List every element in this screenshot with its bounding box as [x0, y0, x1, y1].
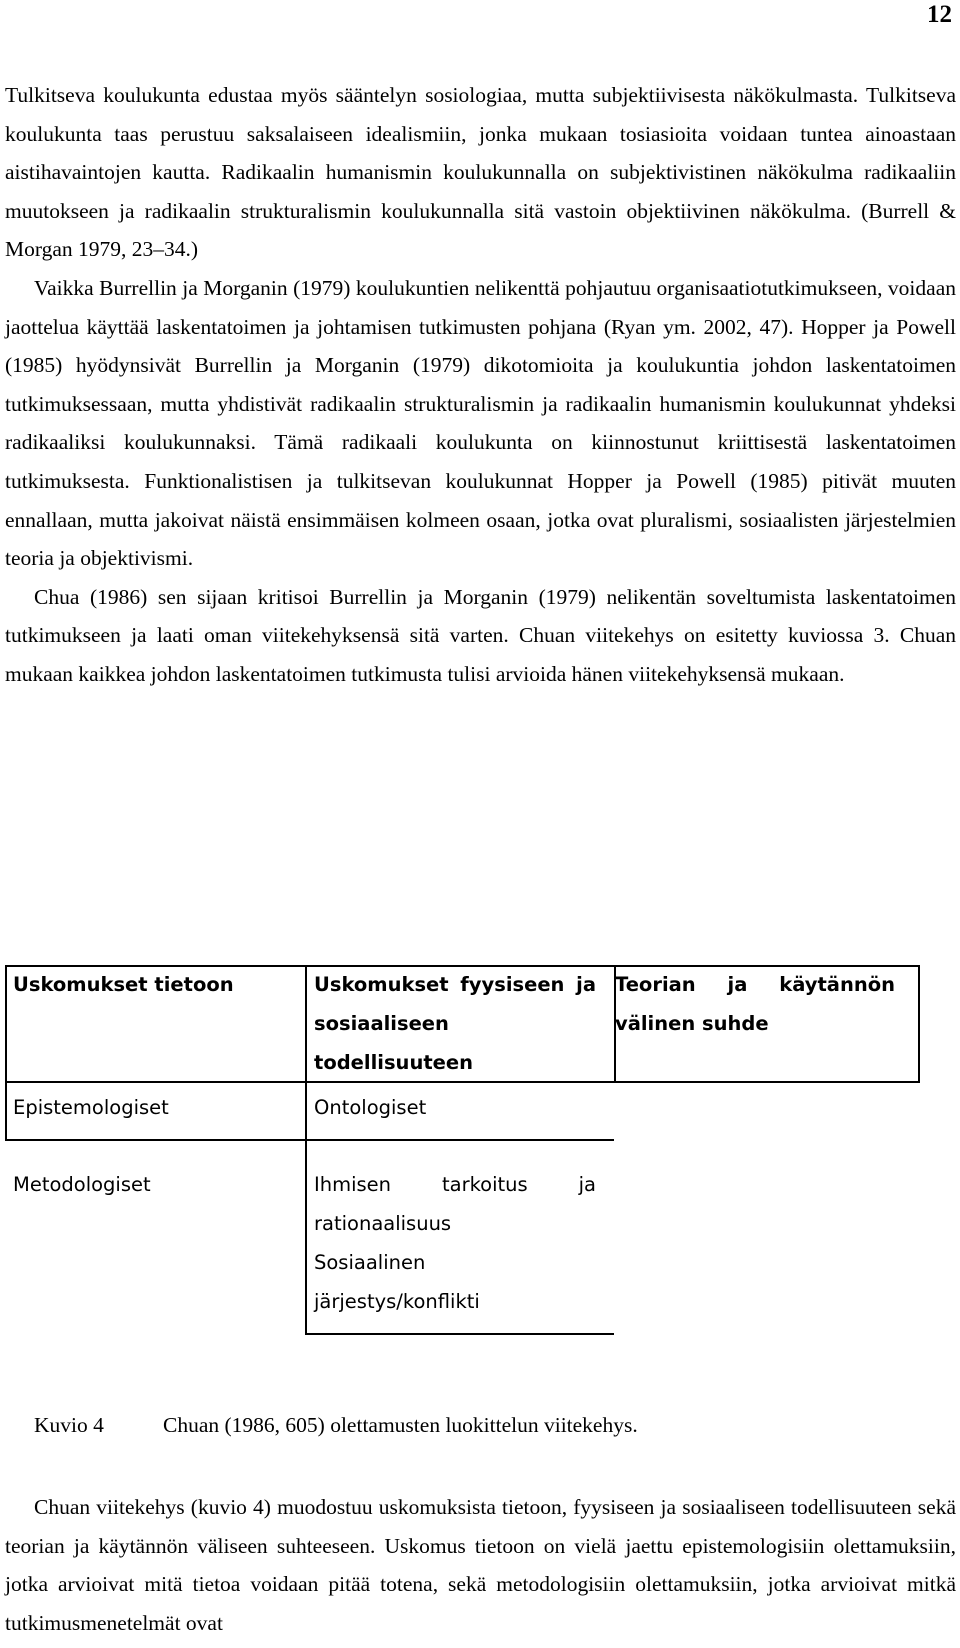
figure-border-right [918, 965, 920, 1083]
paragraph: Tulkitseva koulukunta edustaa myös sääntelyn sosiologiaa, mutta subjektiivisesta näkökulmasta. Tulkitseva koulukunta taas perustuu saksalaiseen idealismiin, jonka mukaan tosiasioita voidaan tuntea ainoastaan aistihavaintojen kautta. Radikaalin humanismin koulukunnalla on subjektivistinen näkökulma radikaaliin muutokseen ja radikaalin strukturalismin koulukunnalla sitä vastoin objektiivinen näkökulma. (Burrell & Morgan 1979, 23–34.) [5, 83, 956, 262]
cell-ontologiset: Ontologiset [314, 1096, 427, 1119]
caption-label: Kuvio 4 [34, 1413, 104, 1437]
body-text-bottom [5, 1488, 956, 1642]
figure-rule-row1 [5, 1139, 614, 1141]
cell-sosiaalinen-jarjestys: Sosiaalinen järjestys/konflikti [314, 1251, 480, 1313]
cell-ihmisen-tarkoitus: Ihmisen tarkoitus ja rationaalisuus [314, 1173, 596, 1235]
figure-border-left [5, 965, 7, 1141]
caption-text: Chuan (1986, 605) olettamusten luokittelun viitekehys. [163, 1413, 638, 1437]
header-beliefs-knowledge: Uskomukset tietoon [13, 973, 234, 996]
figure-rule-bottom [305, 1333, 614, 1335]
page-number: 12 [927, 1, 952, 28]
cell-metodologiset: Metodologiset [13, 1173, 151, 1196]
figure-divider-1 [305, 965, 307, 1335]
framework-figure [0, 965, 960, 1335]
cell-epistemologiset: Epistemologiset [13, 1096, 169, 1119]
body-text-top [5, 76, 956, 694]
header-beliefs-reality: Uskomukset fyysiseen ja sosiaaliseen todellisuuteen [314, 973, 596, 1074]
header-theory-practice: Teorian ja käytännön välinen suhde [615, 973, 895, 1035]
paragraph: Chuan viitekehys (kuvio 4) muodostuu uskomuksista tietoon, fyysiseen ja sosiaaliseen todellisuuteen sekä teorian ja käytännön väliseen suhteeseen. Uskomus tietoon on vielä jaettu epistemologisiin olettamuksiin, jotka arvioivat mitä tietoa voidaan pitää totena, sekä metodologisiin olettamuksiin, jotka arvioivat mitkä tutkimusmenetelmät ovat [5, 1495, 956, 1635]
paragraph: Chua (1986) sen sijaan kritisoi Burrellin ja Morganin (1979) nelikentän soveltumista laskentatoimen tutkimukseen ja laati oman viitekehyksensä sitä varten. Chuan viitekehys on esitetty kuviossa 3. Chuan mukaan kaikkea johdon laskentatoimen tutkimusta tulisi arvioida hänen viitekehyksensä mukaan. [5, 584, 956, 686]
figure-caption [34, 1410, 638, 1440]
paragraph: Vaikka Burrellin ja Morganin (1979) koulukuntien nelikenttä pohjautuu organisaatiotutkimukseen, voidaan jaottelua käyttää laskentatoimen ja johtamisen tutkimusten pohjana (Ryan ym. 2002, 47). Hopper ja Powell (1985) hyödynsivät Burrellin ja Morganin (1979) dikotomioita ja koulukuntia johdon laskentatoimen tutkimuksessaan, mutta yhdistivät radikaalin strukturalismin ja radikaalin humanismin koulukunnat yhdeksi radikaaliksi koulukunnaksi. Tämä radikaali koulukunta on kiinnostunut kriittisestä laskentatoimen tutkimuksesta. Funktionalistisen ja tulkitsevan koulukunnat Hopper ja Powell (1985) pitivät muuten ennallaan, mutta jakoivat näistä ensimmäisen kolmeen osaan, jotka ovat pluralismi, sosiaalisten järjestelmien teoria ja objektivismi. [5, 275, 956, 571]
